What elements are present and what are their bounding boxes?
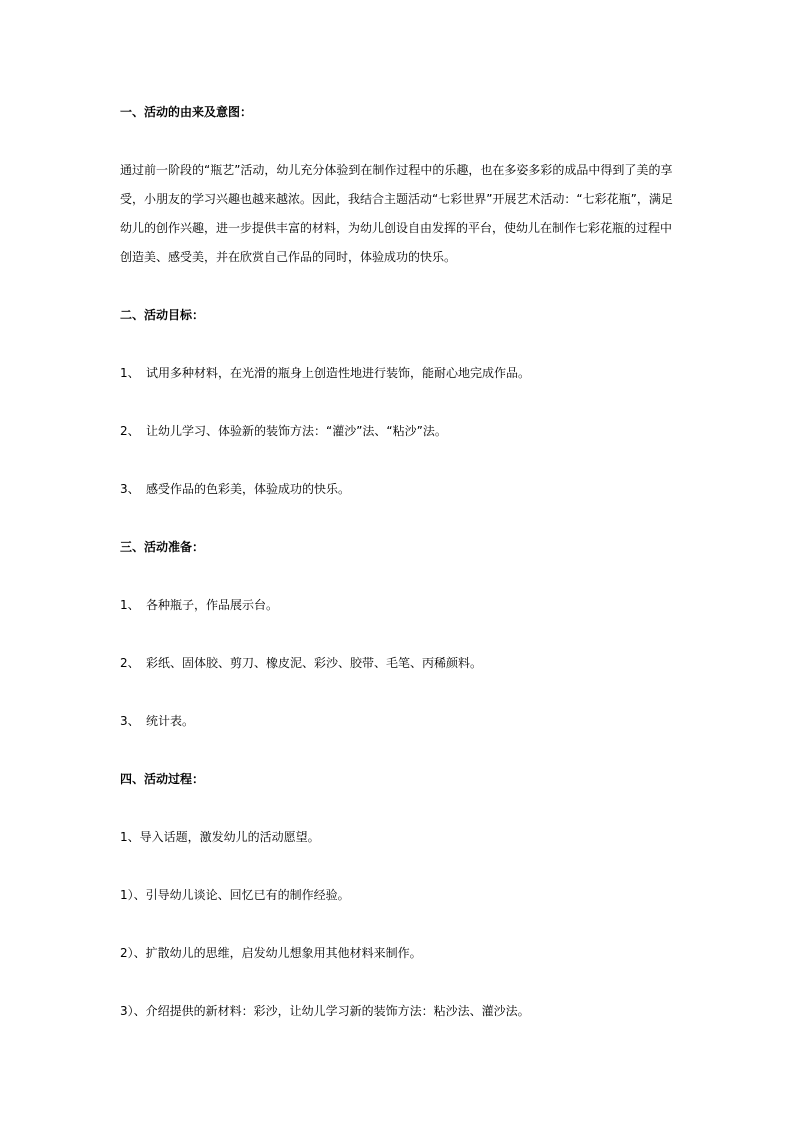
list-text: 各种瓶子，作品展示台。	[146, 598, 279, 612]
list-number: 1、	[120, 366, 140, 380]
goal-item	[120, 365, 530, 381]
list-number: 1、	[120, 598, 140, 612]
goal-item	[120, 481, 350, 497]
list-number: 3、	[120, 714, 140, 728]
list-number: 2、	[120, 424, 140, 438]
list-text: 让幼儿学习、体验新的装饰方法：“灌沙”法、“粘沙”法。	[146, 424, 447, 438]
list-number: 2、	[120, 656, 140, 670]
process-step: 1、导入话题，激发幼儿的活动愿望。	[120, 830, 320, 844]
origin-paragraph	[120, 162, 673, 278]
process-substep: 2）、扩散幼儿的思维，启发幼儿想象用其他材料来制作。	[120, 946, 422, 960]
paragraph-line: 受，小朋友的学习兴趣也越来越浓。因此，我结合主题活动“七彩世界”开展艺术活动：“七彩花瓶”，满足	[120, 192, 673, 206]
preparation-item	[120, 597, 278, 613]
section-heading-preparation: 三、活动准备：	[120, 540, 205, 554]
process-substep: 1）、引导幼儿谈论、回忆已有的制作经验。	[120, 888, 350, 902]
paragraph-line: 通过前一阶段的“瓶艺”活动，幼儿充分体验到在制作过程中的乐趣，也在多姿多彩的成品中得到了美的享	[120, 163, 673, 177]
section-heading-goals: 二、活动目标：	[120, 308, 205, 322]
list-text: 试用多种材料，在光滑的瓶身上创造性地进行装饰，能耐心地完成作品。	[146, 366, 531, 380]
list-text: 感受作品的色彩美，体验成功的快乐。	[146, 482, 351, 496]
preparation-item	[120, 655, 482, 671]
section-heading-origin: 一、活动的由来及意图：	[120, 105, 253, 119]
list-text: 统计表。	[146, 714, 195, 728]
list-number: 3、	[120, 482, 140, 496]
section-heading-process: 四、活动过程：	[120, 772, 205, 786]
list-text: 彩纸、固体胶、剪刀、橡皮泥、彩沙、胶带、毛笔、丙稀颜料。	[146, 656, 483, 670]
process-substep: 3）、介绍提供的新材料：彩沙，让幼儿学习新的装饰方法：粘沙法、灌沙法。	[120, 1004, 530, 1018]
paragraph-line: 创造美、感受美，并在欣赏自己作品的同时，体验成功的快乐。	[120, 250, 457, 264]
paragraph-line: 幼儿的创作兴趣，进一步提供丰富的材料，为幼儿创设自由发挥的平台，使幼儿在制作七彩花瓶的过程中	[120, 221, 673, 235]
goal-item	[120, 423, 447, 439]
preparation-item	[120, 713, 194, 729]
